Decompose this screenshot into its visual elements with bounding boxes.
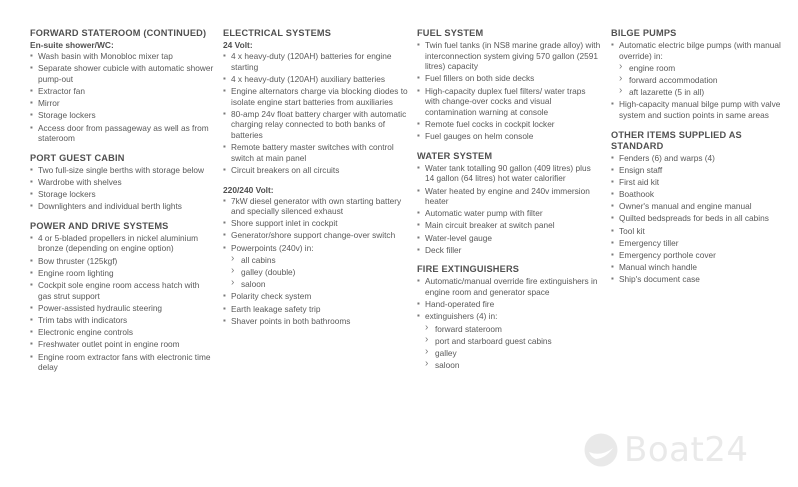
spec-item: ▪ Fuel gauges on helm console [417, 131, 602, 142]
spec-item: ▪ Shore support inlet in cockpit [223, 218, 408, 229]
spec-item: ▪ Powerpoints (240v) in: [223, 243, 408, 254]
spec-item: ▪ High-capacity duplex fuel filters/ water traps with change-over cocks and visual contamination warning at console [417, 86, 602, 118]
spec-item: ▪ Wash basin with Monobloc mixer tap [30, 51, 215, 62]
spec-item: ▪ Ensign staff [611, 165, 789, 176]
spec-item: ▪ Power-assisted hydraulic steering [30, 303, 215, 314]
spec-item: ▪ Storage lockers [30, 189, 215, 200]
spec-list [223, 196, 408, 327]
spec-item: ▪ 4 or 5-bladed propellers in nickel aluminium bronze (depending on engine option) [30, 233, 215, 254]
boat24-logo-icon [584, 433, 618, 467]
spec-item: ▪ Water-level gauge [417, 233, 602, 244]
section-title: FUEL SYSTEM [417, 28, 484, 38]
spec-subitem: › galley [417, 348, 602, 359]
spec-item: ▪ Earth leakage safety trip [223, 304, 408, 315]
spec-item: ▪ Circuit breakers on all circuits [223, 165, 408, 176]
spec-item: ▪ 4 x heavy-duty (120AH) auxiliary batteries [223, 74, 408, 85]
spec-item: ▪ Manual winch handle [611, 262, 789, 273]
spec-item: ▪ Engine room extractor fans with electronic time delay [30, 352, 215, 373]
spec-item: ▪ Shaver points in both bathrooms [223, 316, 408, 327]
spec-item: ▪ Electronic engine controls [30, 327, 215, 338]
spec-subitem: › all cabins [223, 255, 408, 266]
spec-item: ▪ Remote fuel cocks in cockpit locker [417, 119, 602, 130]
spec-column-1 [30, 28, 215, 382]
spec-item: ▪ Boathook [611, 189, 789, 200]
spec-item: ▪ Quilted bedspreads for beds in all cabins [611, 213, 789, 224]
spec-subitem: › port and starboard guest cabins [417, 336, 602, 347]
spec-item: ▪ Polarity check system [223, 291, 408, 302]
spec-item: ▪ extinguishers (4) in: [417, 311, 602, 322]
spec-section [223, 185, 408, 327]
spec-item: ▪ Owner's manual and engine manual [611, 201, 789, 212]
spec-item: ▪ Generator/shore support change-over switch [223, 230, 408, 241]
spec-subitem: › saloon [223, 279, 408, 290]
spec-item: ▪ Automatic electric bilge pumps (with manual override) in: [611, 40, 789, 61]
spec-item: ▪ Automatic/manual override fire extinguishers in engine room and generator space [417, 276, 602, 297]
spec-item: ▪ First aid kit [611, 177, 789, 188]
spec-subitem: › aft lazarette (5 in all) [611, 87, 789, 98]
spec-item: ▪ Downlighters and individual berth lights [30, 201, 215, 212]
spec-subitem: › forward stateroom [417, 324, 602, 335]
spec-list [417, 40, 602, 142]
spec-item: ▪ Hand-operated fire [417, 299, 602, 310]
spec-item: ▪ Automatic water pump with filter [417, 208, 602, 219]
section-subtitle: 24 Volt: [223, 40, 253, 50]
spec-list [417, 276, 602, 370]
spec-item: ▪ Fenders (6) and warps (4) [611, 153, 789, 164]
spec-section [30, 153, 215, 212]
spec-item: ▪ Engine alternators charge via blocking diodes to isolate engine start batteries from auxiliaries [223, 86, 408, 107]
spec-section [417, 28, 602, 142]
spec-item: ▪ Cockpit sole engine room access hatch with gas strut support [30, 280, 215, 301]
spec-subitem: › forward accommodation [611, 75, 789, 86]
spec-item: ▪ Wardrobe with shelves [30, 177, 215, 188]
spec-list [611, 153, 789, 285]
spec-item: ▪ Emergency tiller [611, 238, 789, 249]
spec-column-4 [611, 28, 789, 294]
section-title: WATER SYSTEM [417, 150, 493, 161]
section-subtitle: En-suite shower/WC: [30, 40, 114, 50]
spec-subitem: › galley (double) [223, 267, 408, 278]
spec-list [611, 40, 789, 121]
spec-item: ▪ Freshwater outlet point in engine room [30, 339, 215, 350]
spec-section [417, 151, 602, 256]
spec-item: ▪ Separate shower cubicle with automatic shower pump-out [30, 63, 215, 84]
spec-section [417, 264, 602, 370]
spec-section [611, 28, 789, 121]
spec-section [611, 130, 789, 285]
section-title: BILGE PUMPS [611, 28, 677, 38]
spec-list [223, 51, 408, 176]
watermark-text: Boat24 [624, 430, 749, 470]
section-title: POWER AND DRIVE SYSTEMS [30, 220, 169, 231]
spec-item: ▪ 4 x heavy-duty (120AH) batteries for engine starting [223, 51, 408, 72]
spec-item: ▪ Emergency porthole cover [611, 250, 789, 261]
section-subtitle: 220/240 Volt: [223, 184, 274, 195]
spec-item: ▪ Deck filler [417, 245, 602, 256]
section-title: ELECTRICAL SYSTEMS [223, 28, 332, 38]
spec-column-2 [223, 28, 408, 335]
spec-item: ▪ 7kW diesel generator with own starting battery and specially silenced exhaust [223, 196, 408, 217]
spec-item: ▪ Fuel fillers on both side decks [417, 73, 602, 84]
spec-section [223, 28, 408, 176]
boat24-watermark [584, 430, 749, 470]
spec-section [30, 221, 215, 373]
spec-item: ▪ Storage lockers [30, 110, 215, 121]
spec-item: ▪ Tool kit [611, 226, 789, 237]
spec-item: ▪ Water heated by engine and 240v immersion heater [417, 186, 602, 207]
spec-item: ▪ 80-amp 24v float battery charger with automatic charging relay connected to both banks of batteries [223, 109, 408, 141]
spec-item: ▪ Two full-size single berths with storage below [30, 165, 215, 176]
spec-subitem: › engine room [611, 63, 789, 74]
spec-subitem: › saloon [417, 360, 602, 371]
spec-item: ▪ Twin fuel tanks (in NS8 marine grade alloy) with interconnection system giving 570 gallon (2591 litres) capacity [417, 40, 602, 72]
spec-item: ▪ Water tank totalling 90 gallon (409 litres) plus 14 gallon (64 litres) hot water calorifier [417, 163, 602, 184]
section-title: OTHER ITEMS SUPPLIED AS STANDARD [611, 129, 742, 151]
spec-list [417, 163, 602, 256]
spec-item: ▪ Mirror [30, 98, 215, 109]
spec-item: ▪ Bow thruster (125kgf) [30, 256, 215, 267]
spec-item: ▪ Remote battery master switches with control switch at main panel [223, 142, 408, 163]
spec-item: ▪ Ship's document case [611, 274, 789, 285]
spec-list [30, 233, 215, 373]
section-title: FIRE EXTINGUISHERS [417, 264, 520, 275]
section-title: PORT GUEST CABIN [30, 152, 125, 163]
spec-column-3 [417, 28, 602, 380]
spec-list [30, 165, 215, 212]
spec-item: ▪ Main circuit breaker at switch panel [417, 220, 602, 231]
spec-list [30, 51, 215, 144]
spec-item: ▪ Extractor fan [30, 86, 215, 97]
spec-item: ▪ Engine room lighting [30, 268, 215, 279]
spec-item: ▪ Access door from passageway as well as from stateroom [30, 123, 215, 144]
section-title: FORWARD STATEROOM (CONTINUED) [30, 28, 207, 38]
spec-item: ▪ Trim tabs with indicators [30, 315, 215, 326]
spec-section [30, 28, 215, 144]
spec-item: ▪ High-capacity manual bilge pump with valve system and suction points in same areas [611, 99, 789, 120]
